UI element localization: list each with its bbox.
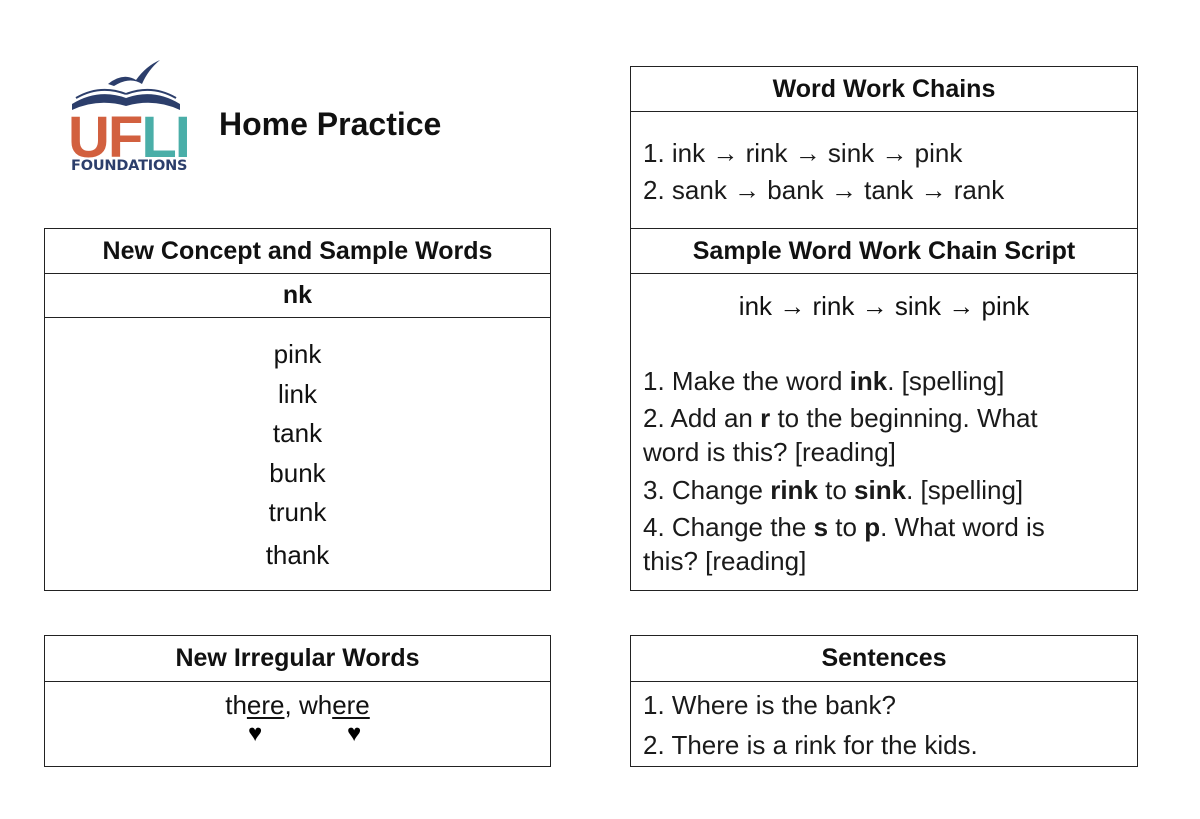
irregular-word-there: there: [225, 690, 285, 720]
irregular-words-box: [44, 635, 551, 767]
new-concept-box: [44, 228, 551, 591]
heart-icon: ♥: [248, 720, 263, 747]
word-work-chains-box: [630, 66, 1138, 230]
chain-script-box: [630, 228, 1138, 591]
logo-letters: UFLI: [68, 105, 189, 170]
script-step: word is this? [reading]: [643, 437, 896, 467]
sentences-box: [630, 635, 1138, 767]
logo-subtitle: FOUNDATIONS: [71, 158, 188, 174]
heart-icon: ♥: [347, 720, 362, 747]
irregular-word-where: where: [298, 690, 370, 720]
script-step: 4. Change the s to p. What word is: [643, 512, 1045, 542]
chain-line: 2. sank → bank → tank → rank: [643, 175, 1005, 205]
concept-label: nk: [45, 274, 550, 318]
irregular-words-heading: New Irregular Words: [45, 636, 550, 682]
sample-word: link: [277, 379, 317, 409]
new-concept-heading: New Concept and Sample Words: [45, 229, 550, 274]
sentence-item: 1. Where is the bank?: [643, 690, 896, 720]
chain-line: 1. ink → rink → sink → pink: [643, 138, 963, 168]
script-step: 3. Change rink to sink. [spelling]: [643, 475, 1024, 505]
word-work-chains-heading: Word Work Chains: [631, 67, 1137, 112]
sample-word: pink: [273, 339, 322, 369]
irregular-words-line: there, where: [225, 690, 370, 720]
sample-word: trunk: [268, 497, 327, 527]
sentence-item: 2. There is a rink for the kids.: [643, 730, 978, 760]
script-step: 2. Add an r to the beginning. What: [643, 403, 1038, 433]
chain-script-heading: Sample Word Work Chain Script: [631, 229, 1137, 274]
script-step: this? [reading]: [643, 546, 807, 576]
script-step: 1. Make the word ink. [spelling]: [643, 366, 1005, 396]
ufli-logo: [68, 58, 188, 180]
sample-word: bunk: [269, 458, 326, 488]
sentences-heading: Sentences: [631, 636, 1137, 682]
sample-word: thank: [265, 540, 330, 570]
sample-word: tank: [272, 418, 323, 448]
script-chain: ink → rink → sink → pink: [738, 291, 1030, 321]
page-title: Home Practice: [219, 106, 442, 142]
